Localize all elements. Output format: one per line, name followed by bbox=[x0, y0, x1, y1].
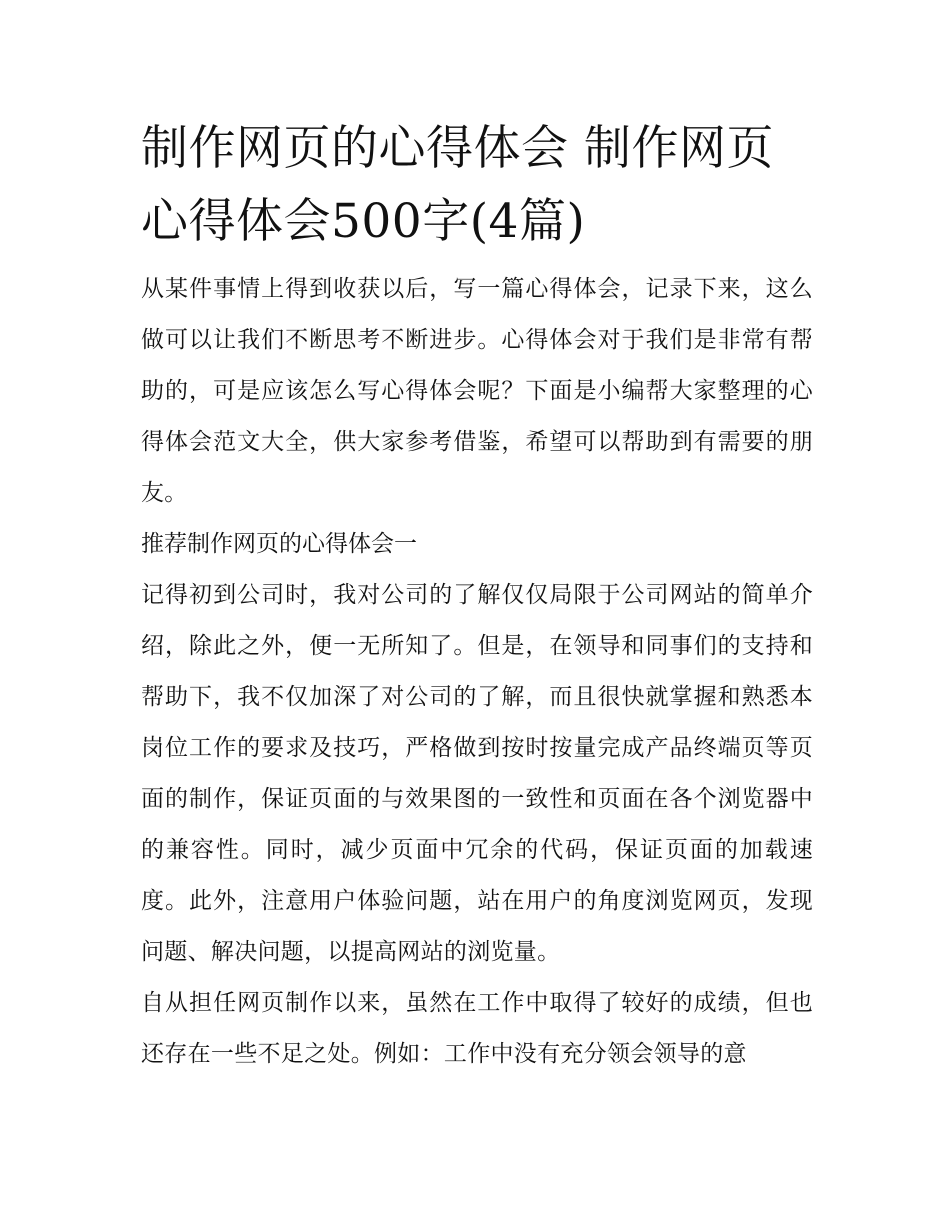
intro-paragraph: 从某件事情上得到收获以后，写一篇心得体会，记录下来，这么做可以让我们不断思考不断进步。心得体会对于我们是非常有帮助的，可是应该怎么写心得体会呢？下面是小编帮大家整理的心得体会范文大全，供大家参考借鉴，希望可以帮助到有需要的朋友。 bbox=[141, 276, 813, 506]
body-paragraph-2: 自从担任网页制作以来，虽然在工作中取得了较好的成绩，但也还存在一些不足之处。例如：工作中没有充分领会领导的意 bbox=[141, 990, 813, 1067]
document-title: 制作网页的心得体会 制作网页心得体会500字(4篇) bbox=[141, 121, 774, 249]
body-paragraph-1: 记得初到公司时，我对公司的了解仅仅局限于公司网站的简单介绍，除此之外，便一无所知了。但是，在领导和同事们的支持和帮助下，我不仅加深了对公司的了解，而且很快就掌握和熟悉本岗位工作的要求及技巧，严格做到按时按量完成产品终端页等页面的制作，保证页面的与效果图的一致性和页面在各个浏览器中的兼容性。同时，减少页面中冗余的代码，保证页面的加载速度。此外，注意用户体验问题，站在用户的角度浏览网页，发现问题、解决问题，以提高网站的浏览量。 bbox=[141, 582, 813, 965]
section-heading: 推荐制作网页的心得体会一 bbox=[141, 531, 417, 557]
document-body bbox=[141, 112, 813, 1080]
